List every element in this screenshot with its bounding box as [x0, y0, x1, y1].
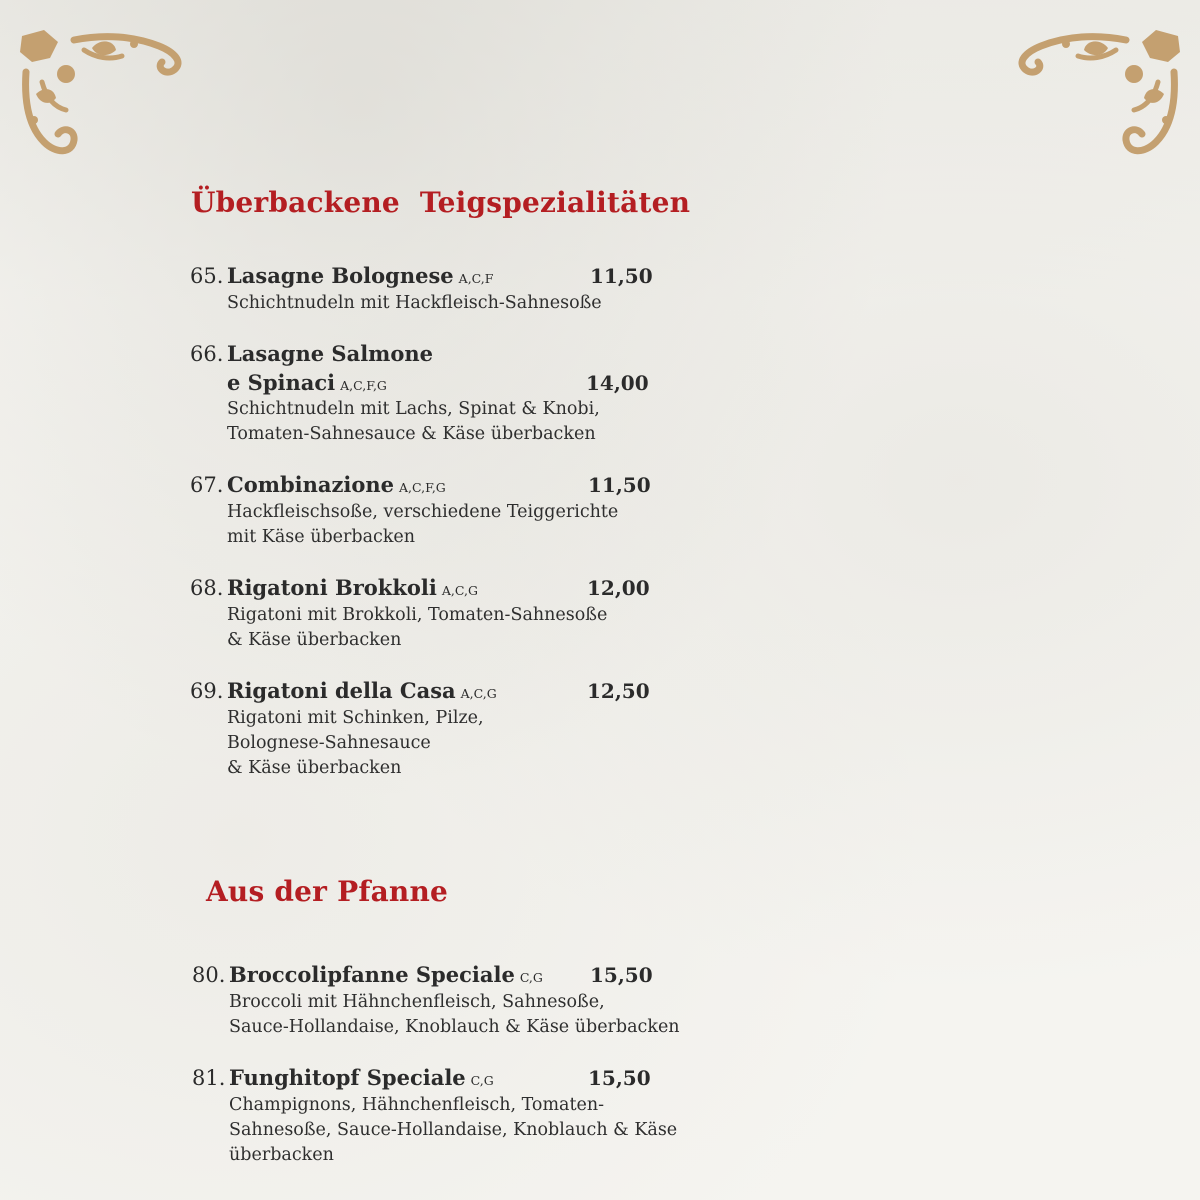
item-description: Bolognese-Sahnesauce [227, 733, 431, 753]
menu-item [190, 339, 710, 447]
item-allergens: A,C,G [441, 583, 478, 598]
item-description: Hackfleischsoße, verschiedene Teiggerichte [227, 502, 619, 522]
item-name: Rigatoni Brokkoli [227, 575, 437, 600]
menu-item [190, 470, 710, 550]
item-number: 81. [192, 1066, 226, 1090]
item-name: Broccolipfanne Speciale [229, 962, 515, 987]
item-description: Broccoli mit Hähnchenfleisch, Sahnesoße, [229, 992, 605, 1012]
item-price: 11,50 [588, 473, 651, 497]
item-price: 15,50 [588, 1066, 651, 1090]
menu-item [190, 261, 710, 316]
menu-item [192, 1063, 752, 1168]
section-title: Aus der Pfanne [206, 875, 449, 908]
item-number: 69. [190, 679, 224, 703]
item-allergens: A,C,G [460, 686, 497, 701]
item-number: 65. [190, 264, 224, 288]
item-description: überbacken [229, 1145, 334, 1165]
item-name: Combinazione [227, 472, 395, 497]
item-number: 67. [190, 473, 224, 497]
item-description: Sahnesoße, Sauce-Hollandaise, Knoblauch & Käse [229, 1120, 678, 1140]
item-description: mit Käse überbacken [227, 527, 416, 547]
item-description: & Käse überbacken [227, 758, 402, 778]
item-price: 14,00 [586, 371, 649, 395]
item-description: Champignons, Hähnchenfleisch, Tomaten- [229, 1095, 605, 1115]
item-description: Sauce-Hollandaise, Knoblauch & Käse überbacken [229, 1017, 680, 1037]
item-price: 12,00 [587, 576, 650, 600]
corner-ornament-left-icon [14, 22, 189, 167]
menu-item [190, 573, 710, 653]
item-description: & Käse überbacken [227, 630, 402, 650]
menu-item [190, 676, 710, 781]
item-name-continued: e Spinaci [227, 370, 336, 395]
item-number: 66. [190, 342, 224, 366]
menu-item [192, 960, 752, 1040]
item-price: 11,50 [590, 264, 653, 288]
item-name: Lasagne Bolognese [227, 263, 454, 288]
item-allergens: A,C,F,G [340, 378, 387, 393]
item-description: Rigatoni mit Brokkoli, Tomaten-Sahnesoße [227, 605, 608, 625]
item-allergens: A,C,F,G [399, 480, 446, 495]
item-number: 80. [192, 963, 226, 987]
item-price: 15,50 [590, 963, 653, 987]
item-allergens: C,G [470, 1073, 494, 1088]
item-name: Lasagne Salmone [227, 341, 434, 366]
corner-ornament-right-icon [1011, 22, 1186, 167]
item-description: Schichtnudeln mit Hackfleisch-Sahnesoße [227, 293, 602, 313]
item-description: Tomaten-Sahnesauce & Käse überbacken [227, 424, 596, 444]
item-allergens: A,C,F [458, 271, 494, 286]
item-number: 68. [190, 576, 224, 600]
item-description: Schichtnudeln mit Lachs, Spinat & Knobi, [227, 399, 600, 419]
item-description: Rigatoni mit Schinken, Pilze, [227, 708, 484, 728]
item-name: Funghitopf Speciale [229, 1065, 466, 1090]
section-title: Überbackene Teigspezialitäten [191, 186, 691, 219]
item-name: Rigatoni della Casa [227, 678, 456, 703]
item-allergens: C,G [519, 970, 543, 985]
item-price: 12,50 [587, 679, 650, 703]
